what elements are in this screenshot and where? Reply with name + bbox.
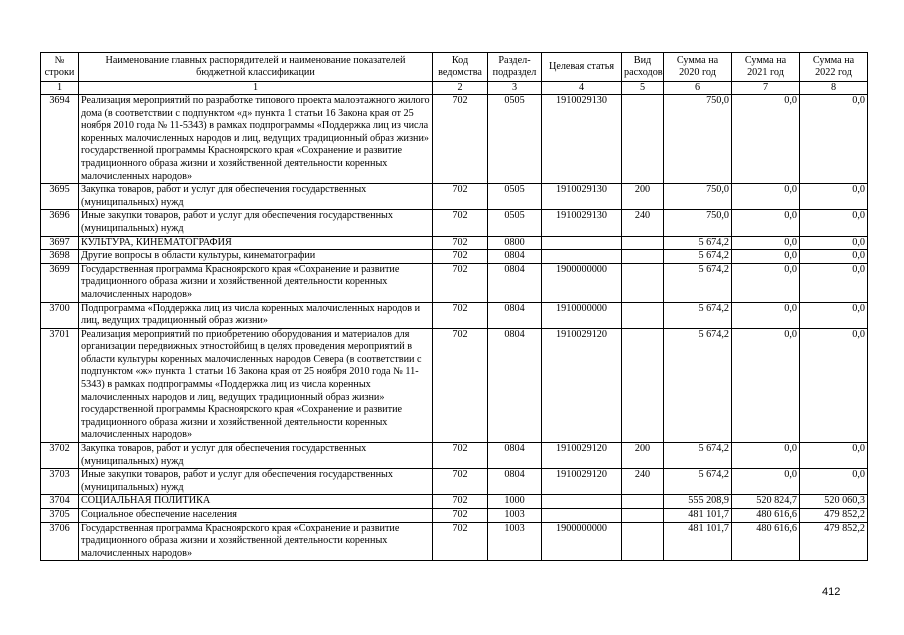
- row-number-cell: 3705: [41, 509, 79, 523]
- sum-2020-cell: 481 101,7: [664, 522, 732, 561]
- target-cell: 1910000000: [542, 302, 622, 328]
- section-cell: 0804: [488, 250, 542, 264]
- sum-2020-cell: 555 208,9: [664, 495, 732, 509]
- table-row: [41, 469, 868, 495]
- sum-2021-cell: 0,0: [732, 443, 800, 469]
- section-cell: 0804: [488, 469, 542, 495]
- sum-2021-cell: 0,0: [732, 95, 800, 184]
- row-name-cell: Закупка товаров, работ и услуг для обеспечения государственных (муниципальных) нужд: [79, 443, 433, 469]
- expense-type-cell: [622, 522, 664, 561]
- dept-code-cell: 702: [433, 509, 488, 523]
- target-cell: 1910029120: [542, 443, 622, 469]
- dept-code-cell: 702: [433, 210, 488, 236]
- sum-2021-cell: 0,0: [732, 328, 800, 442]
- row-number-cell: 3694: [41, 95, 79, 184]
- sum-2020-cell: 5 674,2: [664, 443, 732, 469]
- row-name-cell: Реализация мероприятий по разработке типового проекта малоэтажного жилого дома (в соответствии с подпунктом «д» пункта 1 статьи 16 Закона края от 25 ноября 2010 года № 11-5343) в рамках подпрограммы «Поддержка лиц из числа коренных малочисленных народов и лиц, ведущих традиционный образ жизни» государственной программы Красноярского края «Сохранение и развитие традиционного образа жизни и хозяйственной деятельности коренных малочисленных народов»: [79, 95, 433, 184]
- header-index-cell: 4: [542, 82, 622, 95]
- header-index-cell: 3: [488, 82, 542, 95]
- sum-2021-cell: 0,0: [732, 210, 800, 236]
- expense-type-cell: 200: [622, 443, 664, 469]
- row-name-cell: Государственная программа Красноярского края «Сохранение и развитие традиционного образа жизни и хозяйственной деятельности коренных малочисленных народов»: [79, 263, 433, 302]
- expense-type-cell: [622, 250, 664, 264]
- section-cell: 0804: [488, 328, 542, 442]
- target-cell: 1900000000: [542, 263, 622, 302]
- section-cell: 0505: [488, 210, 542, 236]
- header-dept-code: Код ведомства: [433, 53, 488, 82]
- expense-type-cell: [622, 509, 664, 523]
- sum-2021-cell: 0,0: [732, 469, 800, 495]
- dept-code-cell: 702: [433, 184, 488, 210]
- row-number-cell: 3700: [41, 302, 79, 328]
- section-cell: 1003: [488, 522, 542, 561]
- header-sum-2021: Сумма на 2021 год: [732, 53, 800, 82]
- target-cell: 1900000000: [542, 522, 622, 561]
- dept-code-cell: 702: [433, 302, 488, 328]
- sum-2020-cell: 750,0: [664, 184, 732, 210]
- target-cell: [542, 236, 622, 250]
- budget-table: [40, 52, 868, 561]
- sum-2021-cell: 0,0: [732, 184, 800, 210]
- row-name-cell: Государственная программа Красноярского края «Сохранение и развитие традиционного образа жизни и хозяйственной деятельности коренных малочисленных народов»: [79, 522, 433, 561]
- section-cell: 1003: [488, 509, 542, 523]
- header-section: Раздел-подраздел: [488, 53, 542, 82]
- sum-2022-cell: 0,0: [800, 184, 868, 210]
- sum-2021-cell: 0,0: [732, 302, 800, 328]
- table-row: [41, 263, 868, 302]
- row-name-cell: Закупка товаров, работ и услуг для обеспечения государственных (муниципальных) нужд: [79, 184, 433, 210]
- section-cell: 0804: [488, 443, 542, 469]
- target-cell: [542, 509, 622, 523]
- expense-type-cell: [622, 263, 664, 302]
- page-number: 412: [822, 586, 841, 598]
- target-cell: 1910029130: [542, 184, 622, 210]
- header-index-cell: 1: [41, 82, 79, 95]
- header-name: Наименование главных распорядителей и наименование показателей бюджетной классификации: [79, 53, 433, 82]
- header-index-cell: 8: [800, 82, 868, 95]
- target-cell: 1910029120: [542, 469, 622, 495]
- row-number-cell: 3696: [41, 210, 79, 236]
- dept-code-cell: 702: [433, 495, 488, 509]
- target-cell: 1910029130: [542, 95, 622, 184]
- row-number-cell: 3699: [41, 263, 79, 302]
- sum-2020-cell: 5 674,2: [664, 250, 732, 264]
- sum-2020-cell: 5 674,2: [664, 328, 732, 442]
- row-name-cell: Другие вопросы в области культуры, кинематографии: [79, 250, 433, 264]
- sum-2022-cell: 0,0: [800, 302, 868, 328]
- row-name-cell: Социальное обеспечение населения: [79, 509, 433, 523]
- sum-2022-cell: 0,0: [800, 210, 868, 236]
- table-row: [41, 210, 868, 236]
- row-name-cell: СОЦИАЛЬНАЯ ПОЛИТИКА: [79, 495, 433, 509]
- header-index-row: [41, 82, 868, 95]
- sum-2022-cell: 520 060,3: [800, 495, 868, 509]
- target-cell: 1910029130: [542, 210, 622, 236]
- table-row: [41, 443, 868, 469]
- header-index-cell: 2: [433, 82, 488, 95]
- header-index-cell: 6: [664, 82, 732, 95]
- expense-type-cell: [622, 95, 664, 184]
- row-number-cell: 3695: [41, 184, 79, 210]
- sum-2022-cell: 0,0: [800, 328, 868, 442]
- section-cell: 1000: [488, 495, 542, 509]
- header-index-cell: 1: [79, 82, 433, 95]
- expense-type-cell: [622, 302, 664, 328]
- sum-2022-cell: 0,0: [800, 263, 868, 302]
- sum-2022-cell: 0,0: [800, 469, 868, 495]
- sum-2022-cell: 0,0: [800, 250, 868, 264]
- expense-type-cell: 240: [622, 469, 664, 495]
- row-number-cell: 3697: [41, 236, 79, 250]
- sum-2022-cell: 479 852,2: [800, 522, 868, 561]
- row-number-cell: 3704: [41, 495, 79, 509]
- header-sum-2022: Сумма на 2022 год: [800, 53, 868, 82]
- expense-type-cell: [622, 495, 664, 509]
- row-name-cell: КУЛЬТУРА, КИНЕМАТОГРАФИЯ: [79, 236, 433, 250]
- expense-type-cell: [622, 236, 664, 250]
- row-number-cell: 3701: [41, 328, 79, 442]
- table-row: [41, 522, 868, 561]
- header-sum-2020: Сумма на 2020 год: [664, 53, 732, 82]
- row-number-cell: 3703: [41, 469, 79, 495]
- row-name-cell: Подпрограмма «Поддержка лиц из числа коренных малочисленных народов и лиц, ведущих традиционный образ жизни»: [79, 302, 433, 328]
- dept-code-cell: 702: [433, 469, 488, 495]
- sum-2021-cell: 480 616,6: [732, 509, 800, 523]
- sum-2020-cell: 481 101,7: [664, 509, 732, 523]
- table-body: [41, 95, 868, 561]
- sum-2021-cell: 0,0: [732, 250, 800, 264]
- section-cell: 0505: [488, 184, 542, 210]
- expense-type-cell: [622, 328, 664, 442]
- target-cell: [542, 250, 622, 264]
- sum-2020-cell: 5 674,2: [664, 469, 732, 495]
- table-header: [41, 53, 868, 95]
- sum-2020-cell: 5 674,2: [664, 302, 732, 328]
- sum-2020-cell: 5 674,2: [664, 263, 732, 302]
- header-index-cell: 5: [622, 82, 664, 95]
- dept-code-cell: 702: [433, 236, 488, 250]
- table-row: [41, 236, 868, 250]
- table-row: [41, 302, 868, 328]
- table-row: [41, 509, 868, 523]
- table-row: [41, 250, 868, 264]
- row-name-cell: Иные закупки товаров, работ и услуг для обеспечения государственных (муниципальных) нужд: [79, 469, 433, 495]
- dept-code-cell: 702: [433, 95, 488, 184]
- sum-2020-cell: 750,0: [664, 210, 732, 236]
- sum-2021-cell: 0,0: [732, 236, 800, 250]
- section-cell: 0800: [488, 236, 542, 250]
- sum-2021-cell: 520 824,7: [732, 495, 800, 509]
- header-expense-type: Вид расходов: [622, 53, 664, 82]
- dept-code-cell: 702: [433, 250, 488, 264]
- section-cell: 0804: [488, 263, 542, 302]
- dept-code-cell: 702: [433, 263, 488, 302]
- sum-2022-cell: 0,0: [800, 95, 868, 184]
- row-number-cell: 3698: [41, 250, 79, 264]
- sum-2021-cell: 0,0: [732, 263, 800, 302]
- sum-2022-cell: 0,0: [800, 443, 868, 469]
- dept-code-cell: 702: [433, 522, 488, 561]
- table-row: [41, 328, 868, 442]
- sum-2022-cell: 479 852,2: [800, 509, 868, 523]
- target-cell: [542, 495, 622, 509]
- target-cell: 1910029120: [542, 328, 622, 442]
- row-number-cell: 3706: [41, 522, 79, 561]
- row-name-cell: Реализация мероприятий по приобретению оборудования и материалов для организации передвижных этностойбищ в целях проведения мероприятий в области культуры коренных малочисленных народов Севера (в соответствии с подпунктом «ж» пункта 1 статьи 16 Закона края от 25 ноября 2010 года № 11-5343) в рамках подпрограммы «Поддержка лиц из числа коренных малочисленных народов и лиц, ведущих традиционный образ жизни» государственной программы Красноярского края «Сохранение и развитие традиционного образа жизни и хозяйственной деятельности коренных малочисленных народов»: [79, 328, 433, 442]
- table-row: [41, 95, 868, 184]
- expense-type-cell: 200: [622, 184, 664, 210]
- dept-code-cell: 702: [433, 443, 488, 469]
- sum-2022-cell: 0,0: [800, 236, 868, 250]
- section-cell: 0804: [488, 302, 542, 328]
- header-index-cell: 7: [732, 82, 800, 95]
- dept-code-cell: 702: [433, 328, 488, 442]
- table-row: [41, 184, 868, 210]
- table-row: [41, 495, 868, 509]
- row-number-cell: 3702: [41, 443, 79, 469]
- sum-2020-cell: 750,0: [664, 95, 732, 184]
- row-name-cell: Иные закупки товаров, работ и услуг для обеспечения государственных (муниципальных) нужд: [79, 210, 433, 236]
- section-cell: 0505: [488, 95, 542, 184]
- sum-2020-cell: 5 674,2: [664, 236, 732, 250]
- header-row-no: № строки: [41, 53, 79, 82]
- sum-2021-cell: 480 616,6: [732, 522, 800, 561]
- header-target: Целевая статья: [542, 53, 622, 82]
- expense-type-cell: 240: [622, 210, 664, 236]
